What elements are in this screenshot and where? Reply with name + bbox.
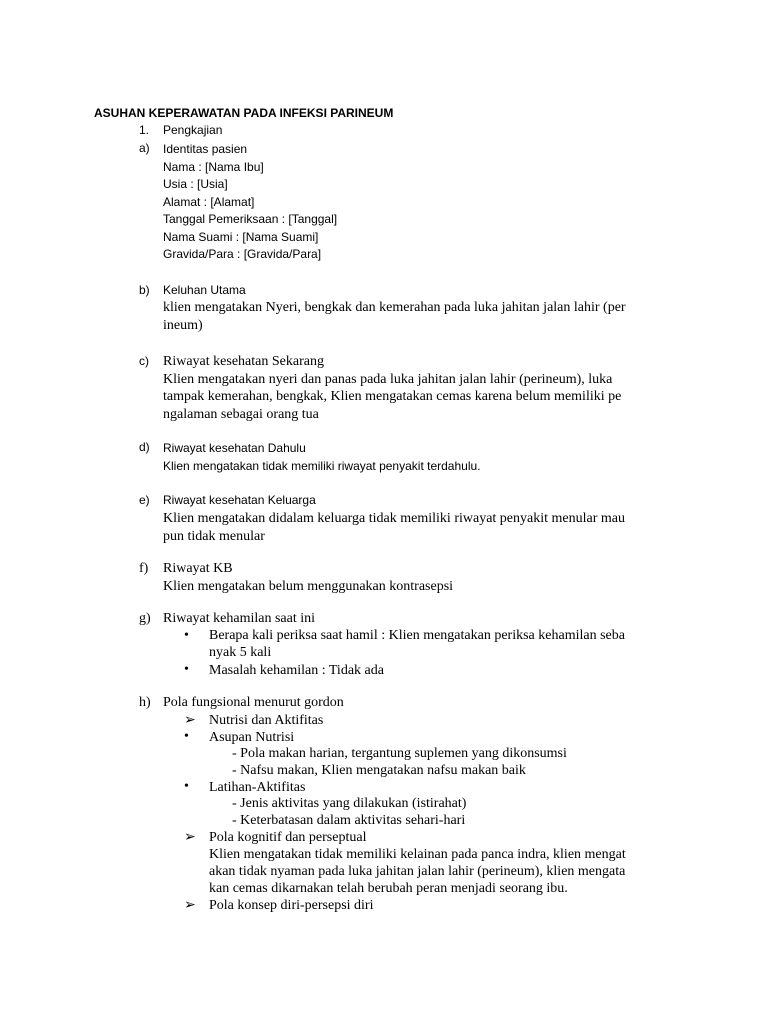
riwayat-dahulu-block: [163, 440, 683, 475]
arrow-bullet-icon: ➢: [184, 713, 196, 728]
item-marker-h: h): [139, 695, 151, 710]
pola-fungsional-heading: Pola fungsional menurut gordon: [163, 695, 344, 710]
pola-konsep-diri-text: Pola konsep diri-persepsi diri: [209, 898, 374, 913]
item-marker-f: f): [139, 561, 149, 576]
riwayat-dahulu-heading: Riwayat kesehatan Dahulu: [163, 441, 306, 455]
asupan-sub-item: - Nafsu makan, Klien mengatakan nafsu makan baik: [232, 763, 526, 778]
latihan-sub-item: - Jenis aktivitas yang dilakukan (istirahat): [232, 796, 467, 811]
field-tanggal: Tanggal Pemeriksaan : [Tanggal]: [163, 212, 338, 226]
riwayat-kb-heading: Riwayat KB: [163, 561, 233, 576]
riwayat-sekarang-heading: Riwayat kesehatan Sekarang: [163, 354, 324, 369]
riwayat-kehamilan-heading: Riwayat kehamilan saat ini: [163, 611, 316, 626]
item-marker-g: g): [139, 611, 151, 626]
riwayat-keluarga-text: [163, 510, 683, 545]
bullet-icon: •: [184, 662, 189, 677]
bullet-line: nyak 5 kali: [209, 645, 272, 660]
latihan-aktifitas-text: Latihan-Aktifitas: [209, 780, 306, 795]
field-nama-suami: Nama Suami : [Nama Suami]: [163, 229, 319, 244]
riwayat-sekarang-block: [163, 353, 683, 423]
section-heading-pengkajian: Pengkajian: [163, 123, 223, 137]
pola-kognitif-line: Klien mengatakan tidak memiliki kelainan pada panca indra, klien mengat: [209, 847, 626, 862]
item-marker-d: d): [139, 440, 150, 454]
riwayat-dahulu-line: Klien mengatakan tidak memiliki riwayat penyakit terdahulu.: [163, 458, 481, 473]
pola-kognitif-heading: Pola kognitif dan perseptual: [209, 830, 367, 845]
field-gravida: Gravida/Para : [Gravida/Para]: [163, 247, 322, 261]
field-usia: Usia : [Usia]: [163, 177, 228, 191]
arrow-bullet-icon: ➢: [184, 830, 196, 845]
pola-kognitif-block: [209, 829, 626, 897]
arrow-bullet-icon: ➢: [184, 898, 196, 913]
document-title: ASUHAN KEPERAWATAN PADA INFEKSI PARINEUM: [94, 106, 394, 120]
field-alamat: Alamat : [Alamat]: [163, 194, 255, 209]
pola-kognitif-line: kan cemas dikarnakan telah berubah peran menjadi seorang ibu.: [209, 881, 568, 896]
nutrisi-aktifitas-text: Nutrisi dan Aktifitas: [209, 713, 324, 728]
keluhan-heading: Keluhan Utama: [163, 283, 246, 297]
item-marker-a: a): [139, 141, 150, 155]
item-marker-e: e): [139, 493, 150, 507]
riwayat-kb-line: Klien mengatakan belum menggunakan kontrasepsi: [163, 578, 454, 594]
bullet-icon: •: [184, 779, 189, 794]
asupan-nutrisi-text: Asupan Nutrisi: [209, 730, 295, 745]
asupan-sub-item: - Pola makan harian, tergantung suplemen yang dikonsumsi: [232, 746, 567, 761]
keluhan-line: ineum): [163, 317, 203, 333]
riwayat-keluarga-line: pun tidak menular: [163, 528, 265, 544]
riwayat-kb-block: [163, 560, 683, 595]
identitas-heading: Identitas pasien: [163, 142, 248, 156]
riwayat-keluarga-line: Klien mengatakan didalam keluarga tidak memiliki riwayat penyakit menular mau: [163, 511, 625, 526]
identitas-block: [163, 141, 683, 264]
kehamilan-bullet-text: [209, 627, 625, 661]
masalah-kehamilan-text: Masalah kehamilan : Tidak ada: [209, 663, 384, 678]
pola-kognitif-line: akan tidak nyaman pada luka jahitan jalan lahir (perineum), klien mengata: [209, 864, 626, 879]
latihan-sub-item: - Keterbatasan dalam aktivitas sehari-hari: [232, 813, 466, 828]
keluhan-text: [163, 299, 683, 334]
riwayat-sekarang-line: tampak kemerahan, bengkak, Klien mengatakan cemas karena belum memiliki pe: [163, 389, 622, 404]
section-number: 1.: [139, 123, 150, 137]
item-marker-c: c): [139, 354, 149, 368]
riwayat-sekarang-line: ngalaman sebagai orang tua: [163, 406, 319, 422]
riwayat-sekarang-line: Klien mengatakan nyeri dan panas pada luka jahitan jalan lahir (perineum), luka: [163, 371, 613, 387]
bullet-line: Berapa kali periksa saat hamil : Klien mengatakan periksa kehamilan seba: [209, 628, 625, 643]
field-nama: Nama : [Nama Ibu]: [163, 159, 264, 174]
keluhan-line: klien mengatakan Nyeri, bengkak dan kemerahan pada luka jahitan jalan lahir (per: [163, 300, 626, 315]
item-marker-b: b): [139, 283, 150, 297]
riwayat-keluarga-heading: Riwayat kesehatan Keluarga: [163, 493, 316, 507]
bullet-icon: •: [184, 729, 189, 744]
bullet-icon: •: [184, 628, 189, 643]
